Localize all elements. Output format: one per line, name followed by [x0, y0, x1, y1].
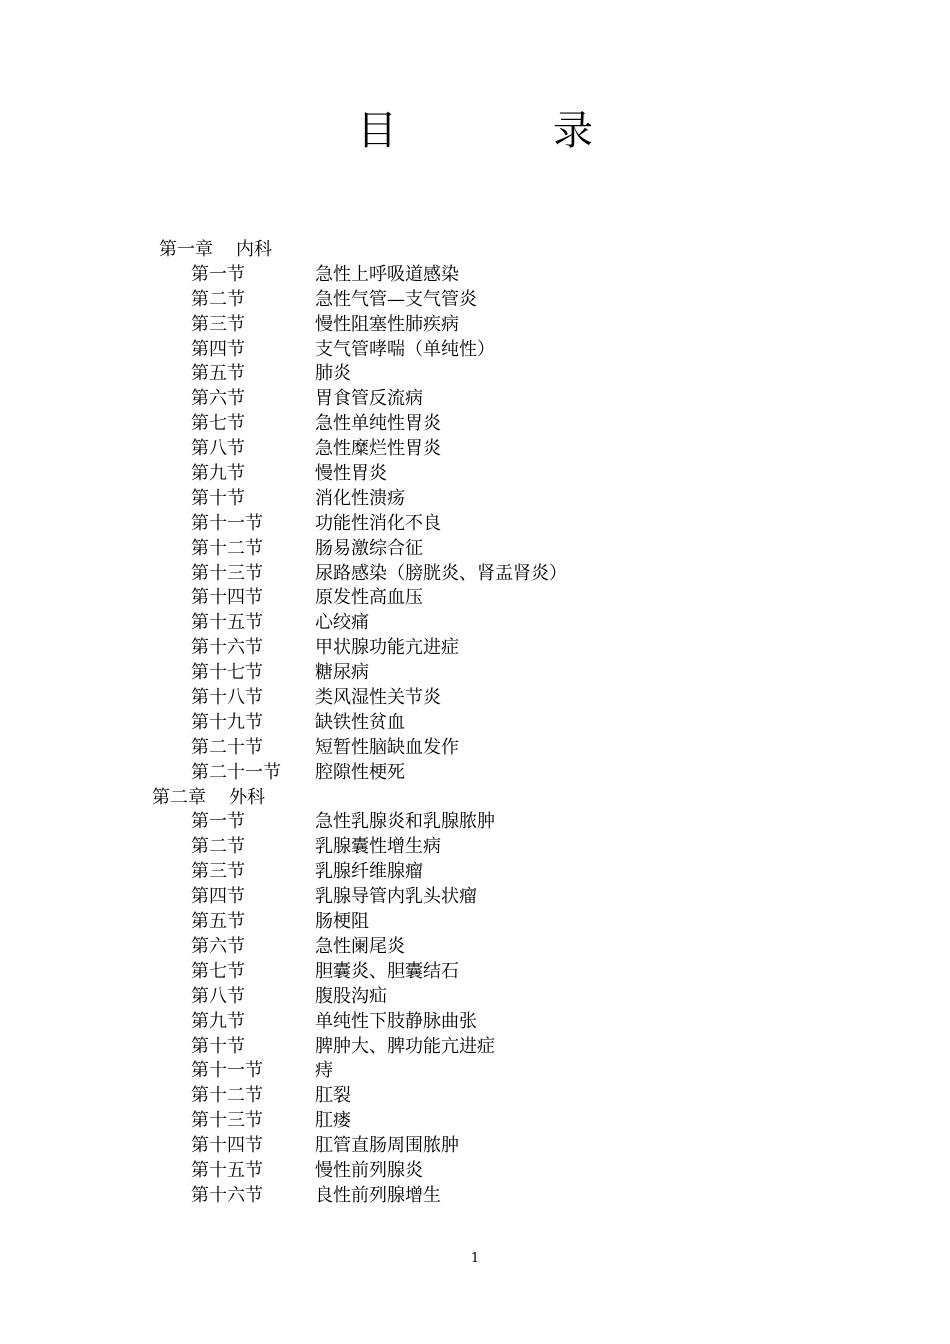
chapter-name: 外科 — [229, 786, 265, 808]
section-title: 消化性溃疡 — [315, 487, 405, 509]
section-number: 第三节 — [191, 861, 245, 883]
section-title: 心绞痛 — [315, 612, 369, 634]
section-title: 良性前列腺增生 — [315, 1184, 441, 1206]
toc-entry[interactable] — [0, 736, 950, 761]
section-number: 第二十节 — [191, 736, 263, 758]
section-number: 第二十一节 — [191, 761, 281, 783]
section-number: 第十二节 — [191, 1085, 263, 1107]
section-title: 肠梗阻 — [315, 911, 369, 933]
toc-entry[interactable] — [0, 562, 950, 587]
toc-entry[interactable] — [0, 885, 950, 910]
section-title: 腔隙性梗死 — [315, 761, 405, 783]
section-title: 胆囊炎、胆囊结石 — [315, 960, 459, 982]
chapter-name: 内科 — [236, 239, 272, 260]
table-of-contents — [0, 238, 950, 1209]
section-title: 肛瘘 — [315, 1110, 351, 1132]
section-number: 第十六节 — [191, 1184, 263, 1206]
toc-entry[interactable] — [0, 1184, 950, 1209]
toc-entry[interactable] — [0, 686, 950, 711]
section-number: 第十三节 — [191, 1110, 263, 1132]
page-title: 目 录 — [357, 108, 651, 154]
section-number: 第九节 — [191, 463, 245, 485]
toc-entry[interactable] — [0, 362, 950, 387]
section-title: 短暂性脑缺血发作 — [315, 736, 459, 758]
section-number: 第一节 — [191, 263, 245, 285]
section-number: 第十三节 — [191, 562, 263, 584]
toc-entry[interactable] — [0, 761, 950, 786]
section-title: 缺铁性贫血 — [315, 711, 405, 733]
toc-entry[interactable] — [0, 910, 950, 935]
section-number: 第一节 — [191, 811, 245, 833]
toc-entry[interactable] — [0, 661, 950, 686]
chapter-heading[interactable] — [0, 238, 950, 263]
toc-entry[interactable] — [0, 960, 950, 985]
section-title: 乳腺囊性增生病 — [315, 836, 441, 858]
section-title: 急性单纯性胃炎 — [315, 413, 441, 435]
toc-entry[interactable] — [0, 338, 950, 363]
section-title: 急性糜烂性胃炎 — [315, 438, 441, 460]
toc-entry[interactable] — [0, 810, 950, 835]
chapter-heading[interactable] — [0, 786, 950, 811]
toc-entry[interactable] — [0, 1084, 950, 1109]
section-title: 急性乳腺炎和乳腺脓肿 — [315, 811, 495, 833]
section-title: 慢性胃炎 — [315, 463, 387, 485]
section-title: 功能性消化不良 — [315, 512, 441, 534]
section-title: 胃食管反流病 — [315, 388, 423, 410]
toc-entry[interactable] — [0, 512, 950, 537]
section-number: 第十七节 — [191, 662, 263, 684]
toc-entry[interactable] — [0, 1134, 950, 1159]
section-number: 第九节 — [191, 1010, 245, 1032]
toc-entry[interactable] — [0, 835, 950, 860]
section-number: 第十四节 — [191, 587, 263, 609]
toc-entry[interactable] — [0, 935, 950, 960]
section-number: 第十一节 — [191, 512, 263, 534]
section-number: 第十一节 — [191, 1060, 263, 1082]
chapter-number: 第一章 — [159, 239, 213, 260]
toc-entry[interactable] — [0, 1109, 950, 1134]
section-number: 第十节 — [191, 487, 245, 509]
toc-entry[interactable] — [0, 985, 950, 1010]
toc-entry[interactable] — [0, 387, 950, 412]
toc-entry[interactable] — [0, 636, 950, 661]
toc-entry[interactable] — [0, 487, 950, 512]
section-title: 单纯性下肢静脉曲张 — [315, 1010, 477, 1032]
toc-entry[interactable] — [0, 1010, 950, 1035]
section-number: 第七节 — [191, 960, 245, 982]
toc-entry[interactable] — [0, 537, 950, 562]
section-number: 第十八节 — [191, 687, 263, 709]
section-title: 甲状腺功能亢进症 — [315, 637, 459, 659]
section-number: 第四节 — [191, 886, 245, 908]
toc-entry[interactable] — [0, 860, 950, 885]
section-number: 第十六节 — [191, 637, 263, 659]
section-number: 第十五节 — [191, 612, 263, 634]
section-number: 第十节 — [191, 1035, 245, 1057]
toc-entry[interactable] — [0, 1059, 950, 1084]
section-title: 慢性阻塞性肺疾病 — [315, 313, 459, 335]
toc-entry[interactable] — [0, 611, 950, 636]
section-number: 第十四节 — [191, 1135, 263, 1157]
section-number: 第十二节 — [191, 537, 263, 559]
section-number: 第七节 — [191, 413, 245, 435]
toc-entry[interactable] — [0, 437, 950, 462]
toc-entry[interactable] — [0, 288, 950, 313]
section-title: 腹股沟疝 — [315, 985, 387, 1007]
section-title: 脾肿大、脾功能亢进症 — [315, 1035, 495, 1057]
toc-entry[interactable] — [0, 1159, 950, 1184]
section-number: 第十九节 — [191, 711, 263, 733]
section-title: 急性阑尾炎 — [315, 935, 405, 957]
section-number: 第十五节 — [191, 1159, 263, 1181]
section-title: 急性气管—支气管炎 — [315, 288, 477, 310]
section-title: 尿路感染（膀胱炎、肾盂肾炎） — [315, 562, 567, 584]
section-title: 乳腺导管内乳头状瘤 — [315, 886, 477, 908]
section-title: 急性上呼吸道感染 — [315, 263, 459, 285]
section-number: 第六节 — [191, 388, 245, 410]
section-number: 第二节 — [191, 288, 245, 310]
toc-entry[interactable] — [0, 462, 950, 487]
section-title: 支气管哮喘（单纯性） — [315, 338, 495, 360]
section-number: 第四节 — [191, 338, 245, 360]
toc-entry[interactable] — [0, 711, 950, 736]
section-number: 第八节 — [191, 985, 245, 1007]
section-title: 原发性高血压 — [315, 587, 423, 609]
section-number: 第三节 — [191, 313, 245, 335]
section-number: 第二节 — [191, 836, 245, 858]
toc-entry[interactable] — [0, 412, 950, 437]
section-title: 肺炎 — [315, 363, 351, 385]
section-title: 慢性前列腺炎 — [315, 1159, 423, 1181]
section-number: 第八节 — [191, 438, 245, 460]
page-number: 1 — [470, 1251, 480, 1266]
section-title: 肠易激综合征 — [315, 537, 423, 559]
toc-entry[interactable] — [0, 586, 950, 611]
section-title: 肛管直肠周围脓肿 — [315, 1135, 459, 1157]
toc-entry[interactable] — [0, 263, 950, 288]
section-number: 第五节 — [191, 363, 245, 385]
section-title: 痔 — [315, 1060, 333, 1082]
section-number: 第五节 — [191, 911, 245, 933]
toc-entry[interactable] — [0, 1035, 950, 1060]
section-title: 类风湿性关节炎 — [315, 687, 441, 709]
section-title: 肛裂 — [315, 1085, 351, 1107]
toc-entry[interactable] — [0, 313, 950, 338]
section-title: 乳腺纤维腺瘤 — [315, 861, 423, 883]
section-title: 糖尿病 — [315, 662, 369, 684]
chapter-number: 第二章 — [152, 786, 206, 808]
section-number: 第六节 — [191, 935, 245, 957]
